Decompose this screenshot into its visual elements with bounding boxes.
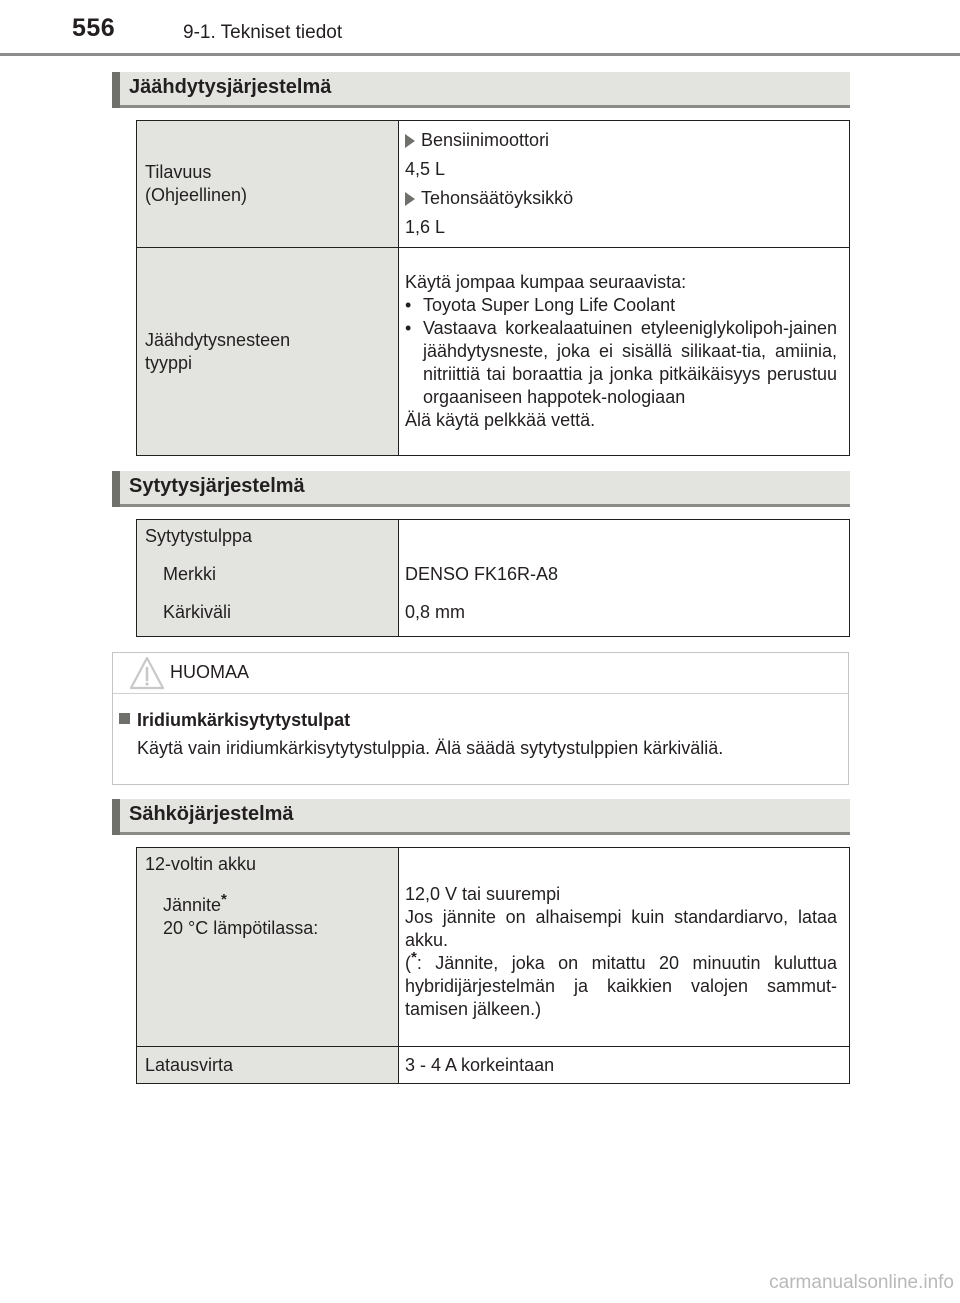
capacity-values <box>399 121 850 248</box>
section-heading-ignition <box>112 471 850 507</box>
battery-values <box>399 848 850 1047</box>
coolant-label-line2: tyyppi <box>145 352 193 373</box>
chapter-title: 9-1. Tekniset tiedot <box>183 22 343 43</box>
section-marker <box>112 72 120 108</box>
list-item <box>405 129 837 152</box>
spark-plug-label: Sytytystulppa <box>145 526 253 546</box>
notice-text: Käytä vain iridiumkärkisytytystulppia. Älä säädä sytytystulppien kärkiväliä. <box>137 738 724 758</box>
capacity-label <box>137 121 399 248</box>
voltage-footnote: (*: Jännite, joka on mitattu 20 minuutin kuluttua hybridijärjestelmän ja kaikkien valojen sammut-tamisen jälkeen.) <box>405 949 837 1019</box>
section-title: Jäähdytysjärjestelmä <box>129 76 332 98</box>
triangle-bullet-icon <box>405 192 415 206</box>
table-row <box>137 848 850 1047</box>
list-item <box>405 187 837 210</box>
electrical-table <box>136 847 850 1084</box>
coolant-option: Vastaava korkealaatuinen etyleeniglykolipoh-jainen jäähdytysneste, joka ei sisällä silikaat-tia, amiinia, nitriittiä tai boraattia ja jonka pitkäikäisyys perustuu orgaaniseen happotek-nologiaan <box>423 318 837 407</box>
section-title: Sytytysjärjestelmä <box>129 475 305 497</box>
notice-box <box>112 652 849 785</box>
engine-label: Bensiinimoottori <box>421 130 550 150</box>
make-value: DENSO FK16R-A8 <box>405 564 559 584</box>
asterisk-mark: * <box>411 949 417 966</box>
pcu-label: Tehonsäätöyksikkö <box>421 188 574 208</box>
battery-labels <box>137 848 399 1047</box>
notice-subheading: Iridiumkärkisytytystulpat <box>137 710 351 730</box>
spark-plug-labels <box>137 520 399 637</box>
footnote-text: : Jännite, joka on mitattu 20 minuutin kuluttua hybridijärjestelmän ja kaikkien valojen sammut-tamisen jälkeen.) <box>405 953 837 1019</box>
asterisk-mark: * <box>221 891 227 908</box>
ignition-table <box>136 519 850 637</box>
section-title: Sähköjärjestelmä <box>129 803 294 825</box>
page-header <box>0 0 960 56</box>
temperature-label: 20 °C lämpötilassa: <box>163 918 319 938</box>
coolant-type-values <box>399 248 850 456</box>
coolant-note: Älä käytä pelkkää vettä. <box>405 410 596 430</box>
charge-current-value: 3 - 4 A korkeintaan <box>399 1047 850 1084</box>
voltage-label: Jännite <box>163 895 222 915</box>
watermark: carmanualsonline.info <box>769 1272 954 1293</box>
engine-capacity: 4,5 L <box>405 159 446 179</box>
capacity-label-line1: Tilavuus <box>145 162 212 182</box>
section-heading-cooling <box>112 72 850 108</box>
cooling-table <box>136 120 850 456</box>
spark-plug-values <box>399 520 850 637</box>
table-row <box>137 520 850 637</box>
pcu-capacity: 1,6 L <box>405 217 446 237</box>
table-row <box>137 1047 850 1084</box>
warning-icon <box>129 655 165 691</box>
voltage-label-line <box>145 891 390 917</box>
table-row <box>137 248 850 456</box>
list-item: • Vastaava korkealaatuinen etyleeniglykolipoh-jainen jäähdytysneste, joka ei sisällä silikaat-tia, amiinia, nitriittiä tai boraattia ja jonka pitkäikäisyys perustuu orgaaniseen happotek-nologiaan <box>405 318 837 407</box>
table-row <box>137 121 850 248</box>
header-rule <box>0 53 960 56</box>
section-heading-electrical <box>112 799 850 835</box>
section-marker <box>112 471 120 507</box>
coolant-label-line1: Jäähdytysnesteen <box>145 329 291 350</box>
notice-header <box>113 653 848 694</box>
triangle-bullet-icon <box>405 134 415 148</box>
notice-label: HUOMAA <box>170 662 250 682</box>
gap-label: Kärkiväli <box>163 602 232 622</box>
battery-label: 12-voltin akku <box>145 854 257 874</box>
section-marker <box>112 799 120 835</box>
coolant-option: Toyota Super Long Life Coolant <box>423 295 676 315</box>
charge-current-label: Latausvirta <box>137 1047 399 1084</box>
make-label: Merkki <box>163 564 216 584</box>
gap-value: 0,8 mm <box>405 602 466 622</box>
page-number: 556 <box>72 14 116 42</box>
coolant-intro: Käytä jompaa kumpaa seuraavista: <box>405 272 687 292</box>
voltage-note: Jos jännite on alhaisempi kuin standardiarvo, lataa akku. <box>405 907 837 950</box>
square-bullet-icon <box>119 713 130 724</box>
voltage-value: 12,0 V tai suurempi <box>405 884 561 904</box>
list-item: • Toyota Super Long Life Coolant <box>405 294 837 317</box>
coolant-type-label <box>137 248 399 456</box>
capacity-label-line2: (Ohjeellinen) <box>145 185 248 205</box>
